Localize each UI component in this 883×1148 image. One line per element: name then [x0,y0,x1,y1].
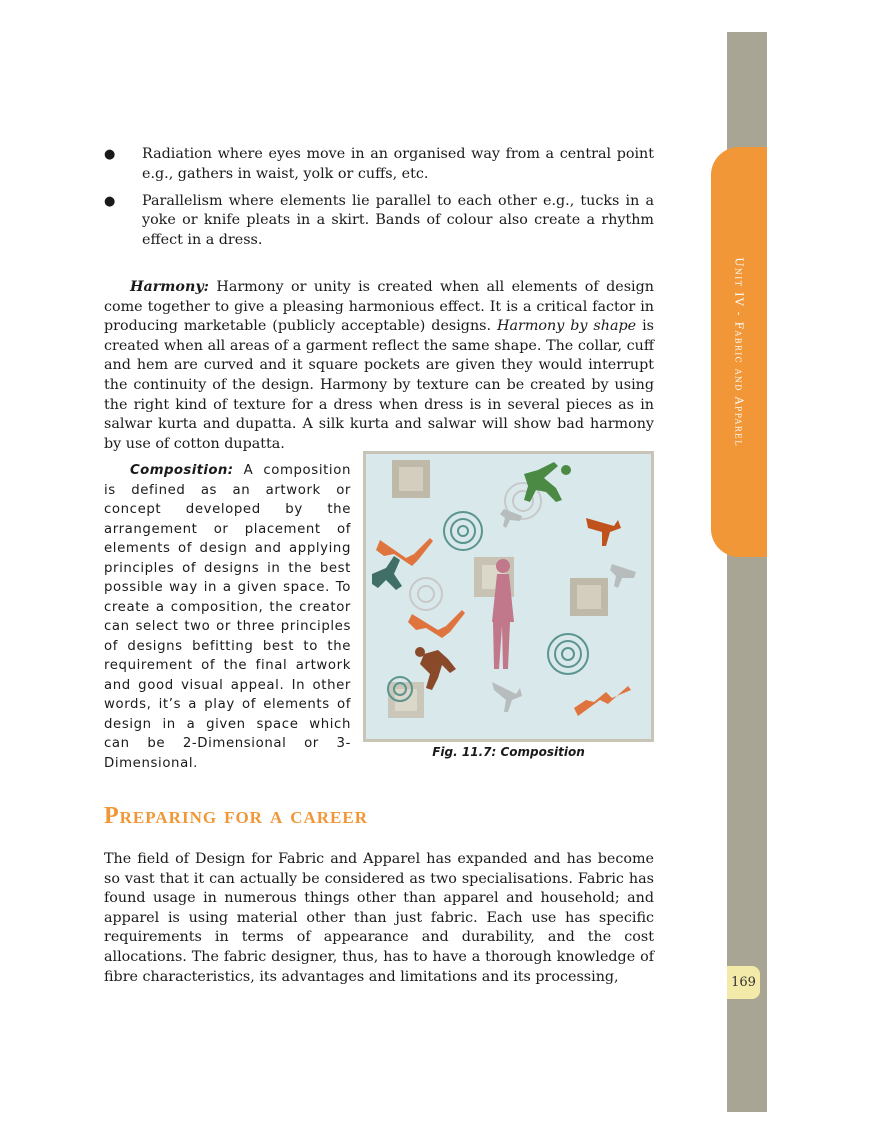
bullet-text: Parallelism where elements lie parallel to each other e.g., tucks in a yoke or knife pleats in a skirt. Bands of colour also create a rhythm effect in a dress. [142,192,654,249]
composition-runin-heading: Composition: [130,463,234,478]
bullet-text: Radiation where eyes move in an organised way from a central point e.g., gathers in waist, yolk or cuffs, etc. [142,146,654,182]
harmony-text-cont: is created when all areas of a garment reflect the same shape. The collar, cuff and hem are curved and it square pockets are given they would interrupt the continuity of the design. Harmony by texture can be created by using the right kind of texture for a dress when dress is in several pieces as in salwar kurta and dupatta. A silk kurta and salwar will show bad harmony by use of cotton dupatta. [104,318,654,452]
section-heading: Preparing for a career [104,803,369,829]
career-paragraph: The field of Design for Fabric and Apparel has expanded and has become so vast that it can actually be considered as two specialisations. Fabric has found usage in numerous things other than apparel and household; and apparel is using material other than just fabric. Each use has specific requirements in terms of appearance and durability, and the cost allocations. The fabric designer, thus, has to have a thorough knowledge of fibre characteristics, its advantages and limitations and its processing, [104,851,654,985]
composition-artwork [366,454,651,739]
unit-label: Unit IV - Fabric and Apparel [732,257,746,447]
list-item [104,192,654,251]
harmony-paragraph [104,278,654,454]
composition-paragraph [104,461,351,773]
harmony-text: Harmony or unity is created when all elements of design come together to give a pleasing harmonious effect. It is a critical factor in producing marketable (publicly acceptable) designs. [104,279,654,335]
list-item [104,145,654,185]
harmony-italic-term: Harmony by shape [497,318,637,335]
composition-text: A composition is defined as an artwork or concept developed by the arrangement or placement of elements of design and applying principles of designs in the best possible way in a given space. To create a composition, the creator can select two or three principles of designs befitting best to the requirement of the final artwork and good visual appeal. In other words, it’s a play of elements of design in a given space which can be 2-Dimensional or 3-Dimensional. [104,463,351,771]
page-number: 169 [727,966,760,999]
bullet-dot-icon: ● [104,147,116,162]
composition-figure [363,451,654,742]
harmony-runin-heading: Harmony: [130,279,209,295]
bullet-dot-icon: ● [104,193,116,209]
figure-caption: Fig. 11.7: Composition [432,745,585,759]
bullet-list [104,145,654,258]
